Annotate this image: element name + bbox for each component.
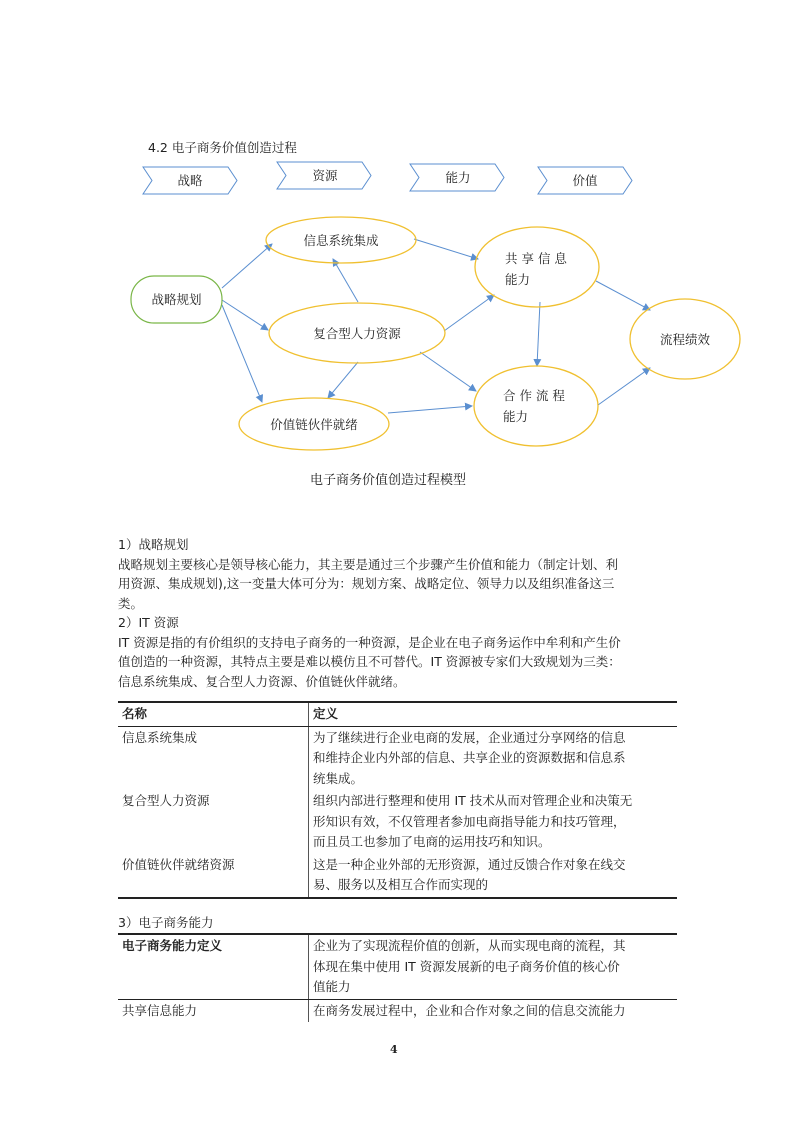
table-row bbox=[118, 790, 677, 854]
table-row bbox=[118, 934, 677, 999]
section-heading: 4.2 电子商务价值创造过程 bbox=[148, 140, 297, 155]
svg-text:价值链伙伴就绪: 价值链伙伴就绪 bbox=[270, 417, 358, 432]
row-definition: 在商务发展过程中，企业和合作对象之间的信息交流能力 bbox=[313, 1002, 626, 1018]
value-creation-diagram bbox=[0, 0, 793, 500]
paragraph-line: 用资源、集成规划),这一变量大体可分为：规划方案、战略定位、领导力以及组织准备这三 bbox=[118, 576, 615, 591]
paragraph-line: 值创造的一种资源，其特点主要是难以模仿且不可替代。IT 资源被专家们大致规划为三类： bbox=[118, 654, 621, 669]
chevron-resources bbox=[277, 162, 371, 189]
row-name: 共享信息能力 bbox=[118, 999, 309, 1022]
table-row bbox=[118, 726, 677, 790]
svg-text:信息系统集成: 信息系统集成 bbox=[303, 233, 379, 248]
page-number: 4 bbox=[390, 1043, 398, 1056]
section-strategic-planning bbox=[118, 535, 678, 613]
node-hybrid-hr bbox=[269, 303, 445, 363]
svg-text:战略规划: 战略规划 bbox=[151, 292, 202, 307]
svg-text:战略: 战略 bbox=[177, 173, 203, 188]
header-name: 名称 bbox=[118, 702, 309, 726]
node-collab-process-capability bbox=[474, 366, 598, 446]
section-it-resources bbox=[118, 613, 678, 691]
header-definition: 定义 bbox=[309, 702, 678, 726]
row-name: 信息系统集成 bbox=[118, 726, 309, 790]
section-title: 2）IT 资源 bbox=[118, 615, 179, 630]
svg-text:流程绩效: 流程绩效 bbox=[659, 332, 711, 347]
chevron-strategy bbox=[143, 167, 237, 194]
table-row bbox=[118, 999, 677, 1022]
section-title: 3）电子商务能力 bbox=[118, 915, 214, 930]
paragraph-line: IT 资源是指的有价组织的支持电子商务的一种资源，是企业在电子商务运作中牟利和产生价 bbox=[118, 634, 621, 650]
diagram-arrows bbox=[222, 239, 650, 413]
svg-text:共 享 信 息: 共 享 信 息 bbox=[505, 251, 567, 266]
section-title: 1）战略规划 bbox=[118, 537, 189, 552]
node-strategic-planning bbox=[131, 276, 222, 323]
row-definition: 这是一种企业外部的无形资源，通过反馈合作对象在线交 易、服务以及相互合作而实现的 bbox=[309, 854, 678, 898]
row-name: 电子商务能力定义 bbox=[118, 934, 309, 999]
row-definition: 组织内部进行整理和使用 IT 技术从而对管理企业和决策无 形知识有效，不仅管理者参加电商指导能力和技巧管理， 而且员工也参加了电商的运用技巧和知识。 bbox=[313, 793, 633, 849]
chevron-capability bbox=[410, 164, 504, 191]
svg-text:复合型人力资源: 复合型人力资源 bbox=[313, 326, 401, 341]
svg-text:价值: 价值 bbox=[572, 173, 598, 188]
paragraph-line: 战略规划主要核心是领导核心能力，其主要是通过三个步骤产生价值和能力（制定计划、利 bbox=[118, 556, 619, 572]
svg-text:资源: 资源 bbox=[312, 168, 338, 183]
svg-text:能力: 能力 bbox=[505, 272, 531, 287]
row-name: 价值链伙伴就绪资源 bbox=[118, 854, 309, 898]
node-info-system-integration bbox=[266, 217, 416, 263]
node-shared-info-capability bbox=[475, 227, 599, 307]
svg-text:合 作 流 程: 合 作 流 程 bbox=[503, 388, 565, 403]
svg-text:能力: 能力 bbox=[445, 170, 471, 185]
row-name: 复合型人力资源 bbox=[118, 790, 309, 854]
node-value-chain-partner bbox=[239, 398, 389, 450]
capability-table bbox=[118, 933, 677, 1022]
row-definition: 为了继续进行企业电商的发展，企业通过分享网络的信息 和维持企业内外部的信息、共享企业的资源数据和信息系 统集成。 bbox=[313, 729, 626, 786]
node-process-performance bbox=[630, 299, 740, 379]
table-row bbox=[118, 854, 677, 898]
it-resources-table bbox=[118, 701, 677, 899]
section-ecommerce-capability bbox=[118, 913, 678, 933]
paragraph-line: 类。 bbox=[118, 595, 144, 611]
diagram-caption: 电子商务价值创造过程模型 bbox=[309, 473, 467, 488]
svg-text:能力: 能力 bbox=[503, 409, 529, 424]
table-header-row bbox=[118, 702, 677, 726]
chevron-value bbox=[538, 167, 632, 194]
paragraph-line: 信息系统集成、复合型人力资源、价值链伙伴就绪。 bbox=[118, 673, 406, 689]
row-definition: 企业为了实现流程价值的创新，从而实现电商的流程，其 体现在集中使用 IT 资源发展新的电子商务价值的核心价 值能力 bbox=[309, 934, 678, 999]
